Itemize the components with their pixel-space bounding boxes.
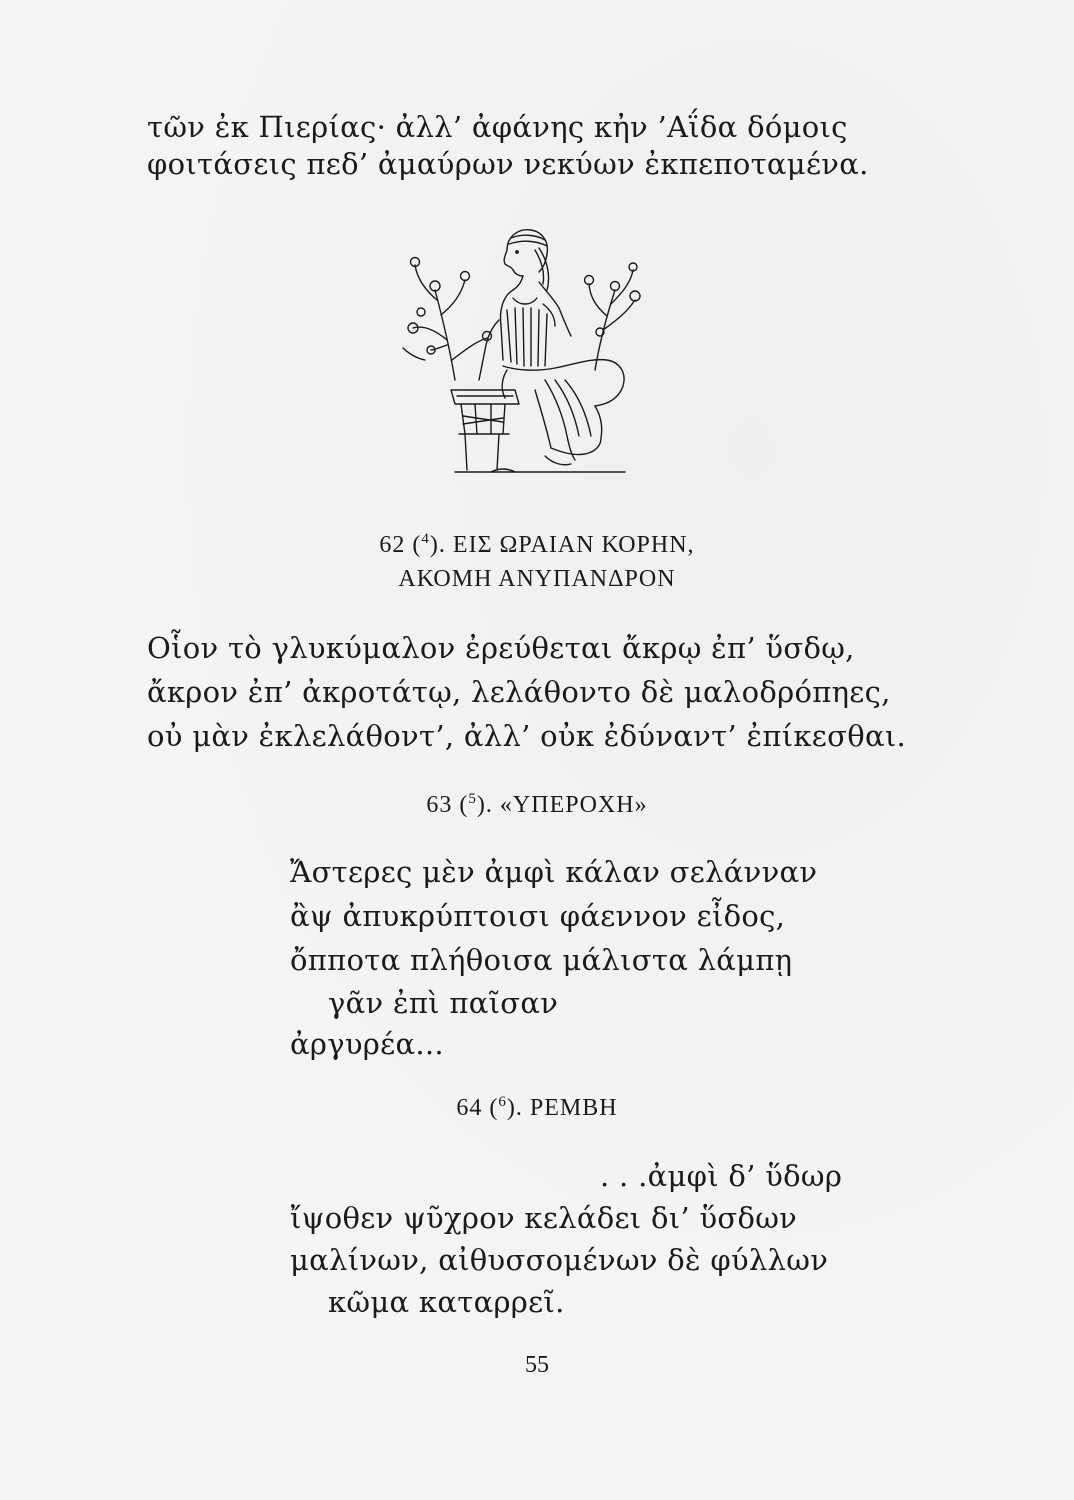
poem-63-line: ἀργυρέα...	[290, 1027, 444, 1061]
poem-63-line: γᾶν ἐπὶ παῖσαν	[328, 986, 559, 1020]
fragment-line: τῶν ἐκ Πιερίας· ἀλλ’ ἀφάνης κἠν ’Αΐδα δόμοις	[147, 110, 848, 144]
poem-63-line: ἂψ ἀπυκρύπτοισι φάεννον εἶδος,	[290, 899, 786, 933]
woman-head	[504, 230, 548, 290]
poem-62-heading-prefix: 62 (	[379, 532, 422, 558]
poem-62-heading-title: ). ΕΙΣ ΩΡΑΙΑΝ ΚΟΡΗΝ,	[429, 532, 695, 558]
poem-64-line: μαλίνων, αἰθυσσομένων δὲ φύλλων	[290, 1243, 829, 1277]
poem-62-subheading: ΑΚΟΜΗ ΑΝΥΠΑΝΔΡΟΝ	[398, 566, 676, 592]
poem-63-line: ὄπποτα πλήθοισα μάλιστα λάμπῃ	[290, 943, 793, 977]
woman-drapery	[502, 360, 624, 465]
poem-64-line: . . .ἀμφὶ δ’ ὕδωρ	[600, 1159, 843, 1193]
poem-64-line: ἴψοθεν ψῦχρον κελάδει δι’ ὕσδων	[290, 1201, 798, 1235]
poem-63-heading-title: ). «ΥΠΕΡΟΧΗ»	[476, 792, 648, 818]
poem-62-heading	[0, 533, 1074, 557]
woman-torso	[479, 276, 571, 380]
poem-62-line: οὐ μὰν ἐκλελάθοντ’, ἀλλ’ οὐκ ἐδύναντ’ ἐπίκεσθαι.	[147, 719, 907, 753]
seated-woman-illustration	[395, 220, 655, 485]
poem-64-heading-title: ). ΡΕΜΒΗ	[506, 1095, 618, 1121]
poem-64-heading	[0, 1096, 1074, 1120]
poem-63-heading-prefix: 63 (	[426, 792, 469, 818]
poem-62-line: ἄκρον ἐπ’ ἀκροτάτῳ, λελάθοντο δὲ μαλοδρόπηες,	[147, 675, 891, 709]
poem-63-line: Ἄστερες μὲν ἀμφὶ κάλαν σελάνναν	[290, 855, 818, 889]
fragment-line: φοιτάσεις πεδ’ ἀμαύρων νεκύων ἐκπεποταμένα.	[147, 147, 869, 181]
poem-63-heading	[0, 793, 1074, 817]
poem-64-heading-prefix: 64 (	[456, 1095, 499, 1121]
poem-64-line: κῶμα καταρρεῖ.	[328, 1285, 565, 1319]
poem-62-footnote-ref: 4	[421, 531, 430, 547]
stool	[451, 390, 519, 470]
poem-63-footnote-ref: 5	[468, 791, 477, 807]
left-flower-branch	[403, 258, 492, 381]
page-number: 55	[525, 1352, 549, 1378]
poem-62-line: Οἷον τὸ γλυκύμαλον ἐρεύθεται ἄκρῳ ἐπ’ ὕσδῳ,	[147, 631, 855, 665]
right-flower-branch	[585, 263, 641, 370]
poem-64-footnote-ref: 6	[498, 1094, 507, 1110]
